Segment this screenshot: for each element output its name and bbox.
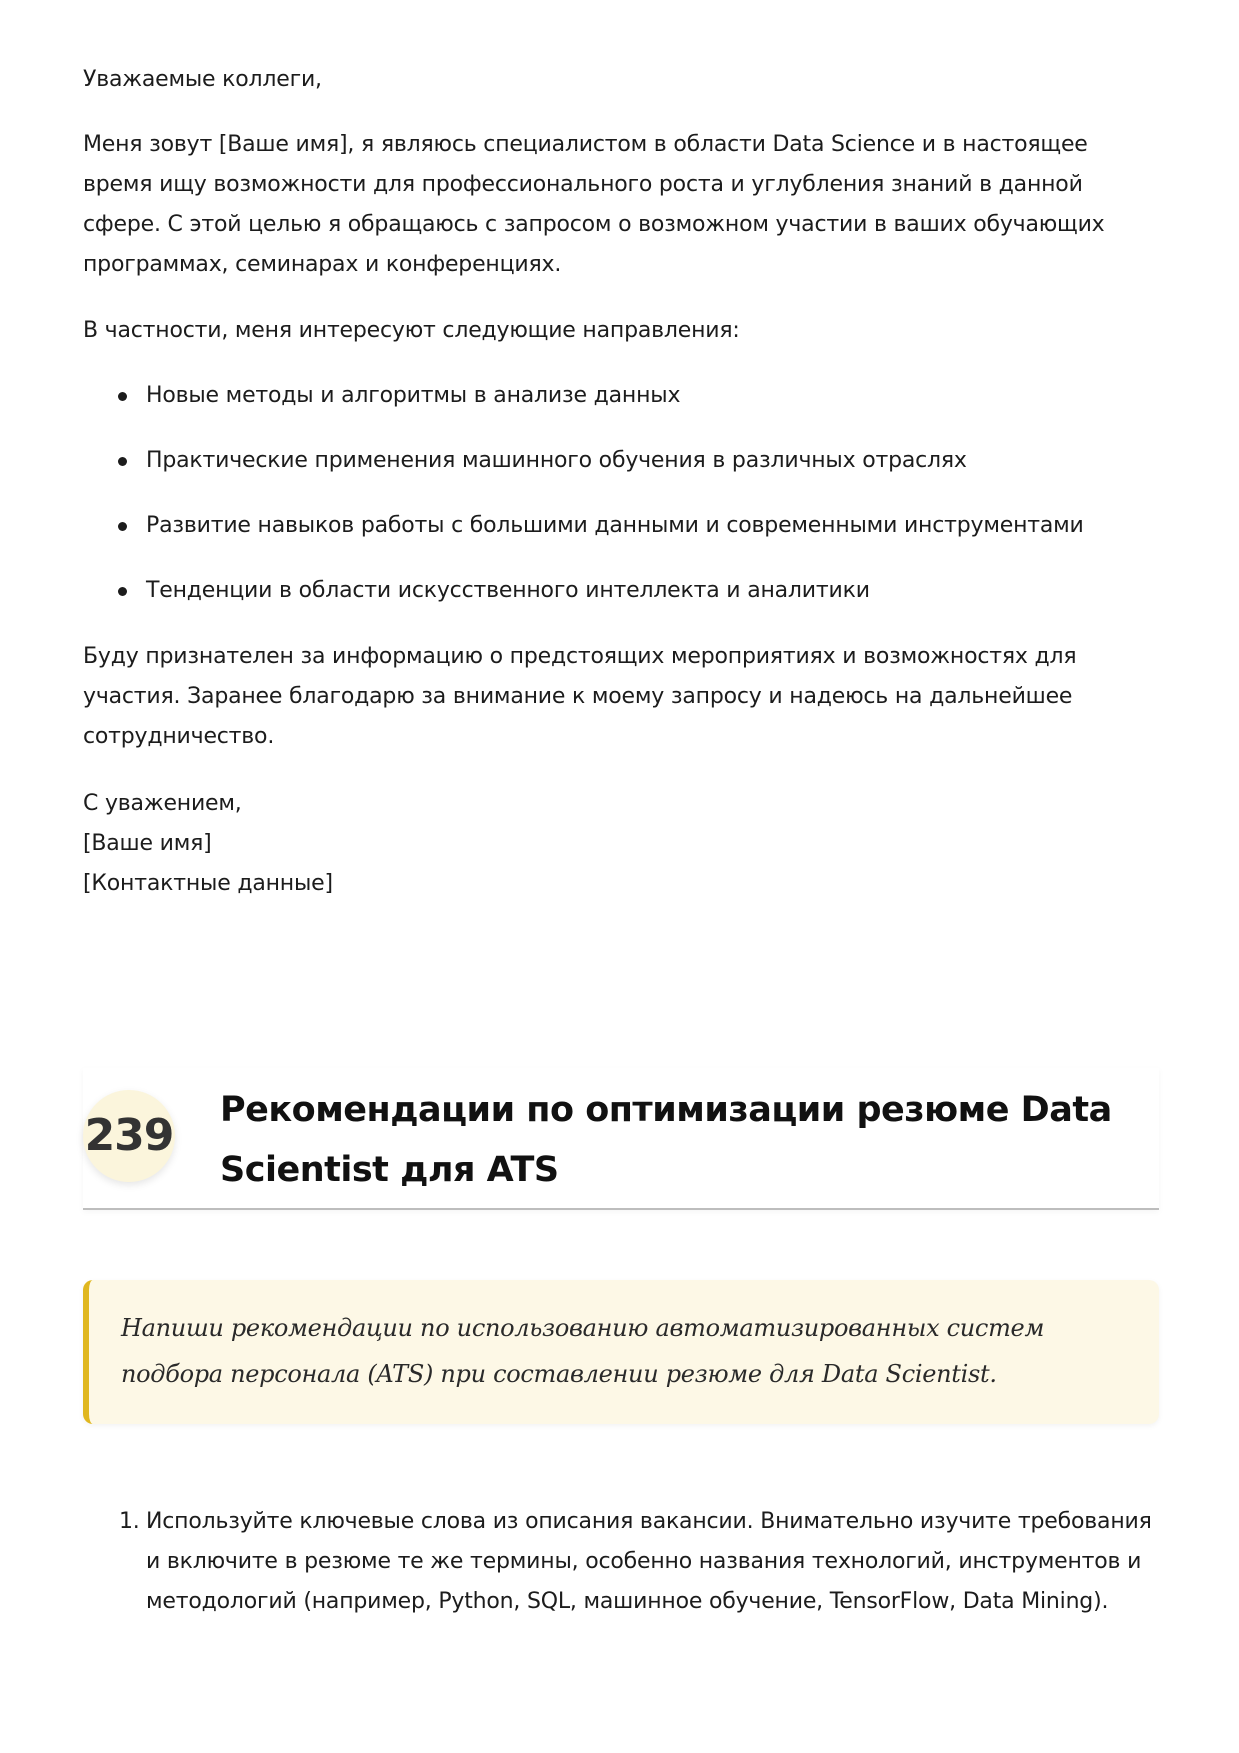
list-item bbox=[83, 376, 1159, 416]
prompt-callout bbox=[83, 1280, 1159, 1424]
list-item-text: Практические применения машинного обучения в различных отраслях bbox=[146, 448, 967, 473]
list-item bbox=[83, 441, 1159, 481]
list-item-text: Используйте ключевые слова из описания вакансии. Внимательно изучите требования и включите в резюме те же термины, особенно названия технологий, инструментов и методологий (например, Python, SQL, машинное обучение, TensorFlow, Data Mining). bbox=[146, 1509, 1152, 1614]
letter-intro: Меня зовут [Ваше имя], я являюсь специалистом в области Data Science и в настоящее время ищу возможности для профессионального роста и углубления знаний в данной сфере. С этой целью я обращаюсь с запросом о возможном участии в ваших обучающих программах, семинарах и конференциях. bbox=[83, 132, 1105, 277]
signoff: С уважением, bbox=[83, 791, 242, 816]
list-item-text: Новые методы и алгоритмы в анализе данных bbox=[146, 383, 681, 408]
bullet-icon bbox=[118, 522, 127, 531]
list-item-text: Тенденции в области искусственного интеллекта и аналитики bbox=[146, 578, 870, 603]
bullet-icon bbox=[118, 457, 127, 466]
bullet-icon bbox=[118, 587, 127, 596]
letter-closing: Буду признателен за информацию о предстоящих мероприятиях и возможностях для участия. Заранее благодарю за внимание к моему запросу и надеюсь на дальнейшее сотрудничество. bbox=[83, 644, 1077, 749]
list-item bbox=[83, 506, 1159, 546]
list-item bbox=[83, 1502, 1159, 1622]
section-header bbox=[83, 1068, 1159, 1210]
recommendations-list bbox=[83, 1502, 1159, 1622]
contacts-placeholder: [Контактные данные] bbox=[83, 871, 333, 896]
letter-signature bbox=[83, 784, 1143, 904]
interests-list bbox=[83, 376, 1159, 636]
list-item-number: 1. bbox=[119, 1509, 140, 1534]
list-item bbox=[83, 571, 1159, 611]
section-title: Рекомендации по оптимизации резюме Data Scientist для ATS bbox=[220, 1090, 1112, 1190]
name-placeholder: [Ваше имя] bbox=[83, 831, 212, 856]
letter-greeting: Уважаемые коллеги, bbox=[83, 67, 322, 92]
interests-lead: В частности, меня интересуют следующие направления: bbox=[83, 318, 740, 343]
section-number-badge: 239 bbox=[83, 1090, 175, 1182]
prompt-text: Напиши рекомендации по использованию автоматизированных систем подбора персонала (ATS) при составлении резюме для Data Scientist. bbox=[121, 1314, 1045, 1388]
list-item-text: Развитие навыков работы с большими данными и современными инструментами bbox=[146, 513, 1084, 538]
bullet-icon bbox=[118, 392, 127, 401]
